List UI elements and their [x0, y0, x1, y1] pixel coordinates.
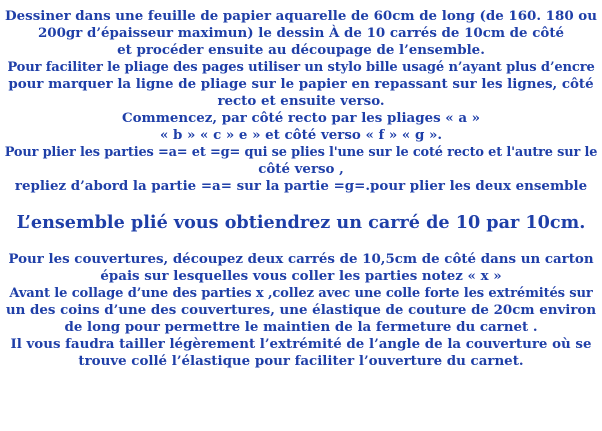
text-line: Avant le collage d’une des parties x ,collez avec une colle forte les extrémités sur: [9, 286, 593, 301]
text-line: Pour les couvertures, découpez deux carrés de 10,5cm de côté dans un carton: [8, 251, 594, 267]
text-line: épais sur lesquelles vous coller les parties notez « x »: [100, 268, 502, 284]
text-line: 200gr d’épaisseur maximun) le dessin À de 10 carrés de 10cm de côté: [37, 25, 565, 41]
text-line: Commencez, par côté recto par les pliages « a »: [121, 110, 481, 126]
folding-instructions: [3, 8, 599, 195]
text-line: Pour plier les parties =a= et =g= qui se plies l'une sur le coté recto et l'autre sur le: [4, 145, 598, 160]
text-line: Pour faciliter le pliage des pages utiliser un stylo bille usagé n’ayant plus d’encre: [7, 60, 595, 75]
text-line: un des coins d’une des couvertures, une élastique de couture de 20cm environ: [5, 302, 597, 318]
text-line: Il vous faudra tailler légèrement l’extrémité de l’angle de la couverture où se: [10, 336, 592, 352]
text-line: côté verso ,: [258, 161, 344, 177]
text-line: Dessiner dans une feuille de papier aquarelle de 60cm de long (de 160. 180 ou: [5, 8, 597, 24]
result-headline: L’ensemble plié vous obtiendrez un carré de 10 par 10cm.: [16, 212, 586, 233]
text-line: recto et ensuite verso.: [217, 93, 385, 109]
text-line: repliez d’abord la partie =a= sur la partie =g=.pour plier les deux ensemble: [14, 178, 588, 194]
text-line: et procéder ensuite au découpage de l’ensemble.: [117, 42, 485, 58]
text-line: de long pour permettre le maintien de la fermeture du carnet .: [64, 319, 538, 335]
text-line: pour marquer la ligne de pliage sur le papier en repassant sur les lignes, côté: [8, 76, 594, 92]
text-line: « b » « c » e » et côté verso « f » « g ».: [159, 127, 443, 143]
result-headline-block: [3, 212, 599, 234]
cover-instructions: [3, 251, 599, 370]
text-line: trouve collé l’élastique pour faciliter l’ouverture du carnet.: [78, 353, 524, 369]
